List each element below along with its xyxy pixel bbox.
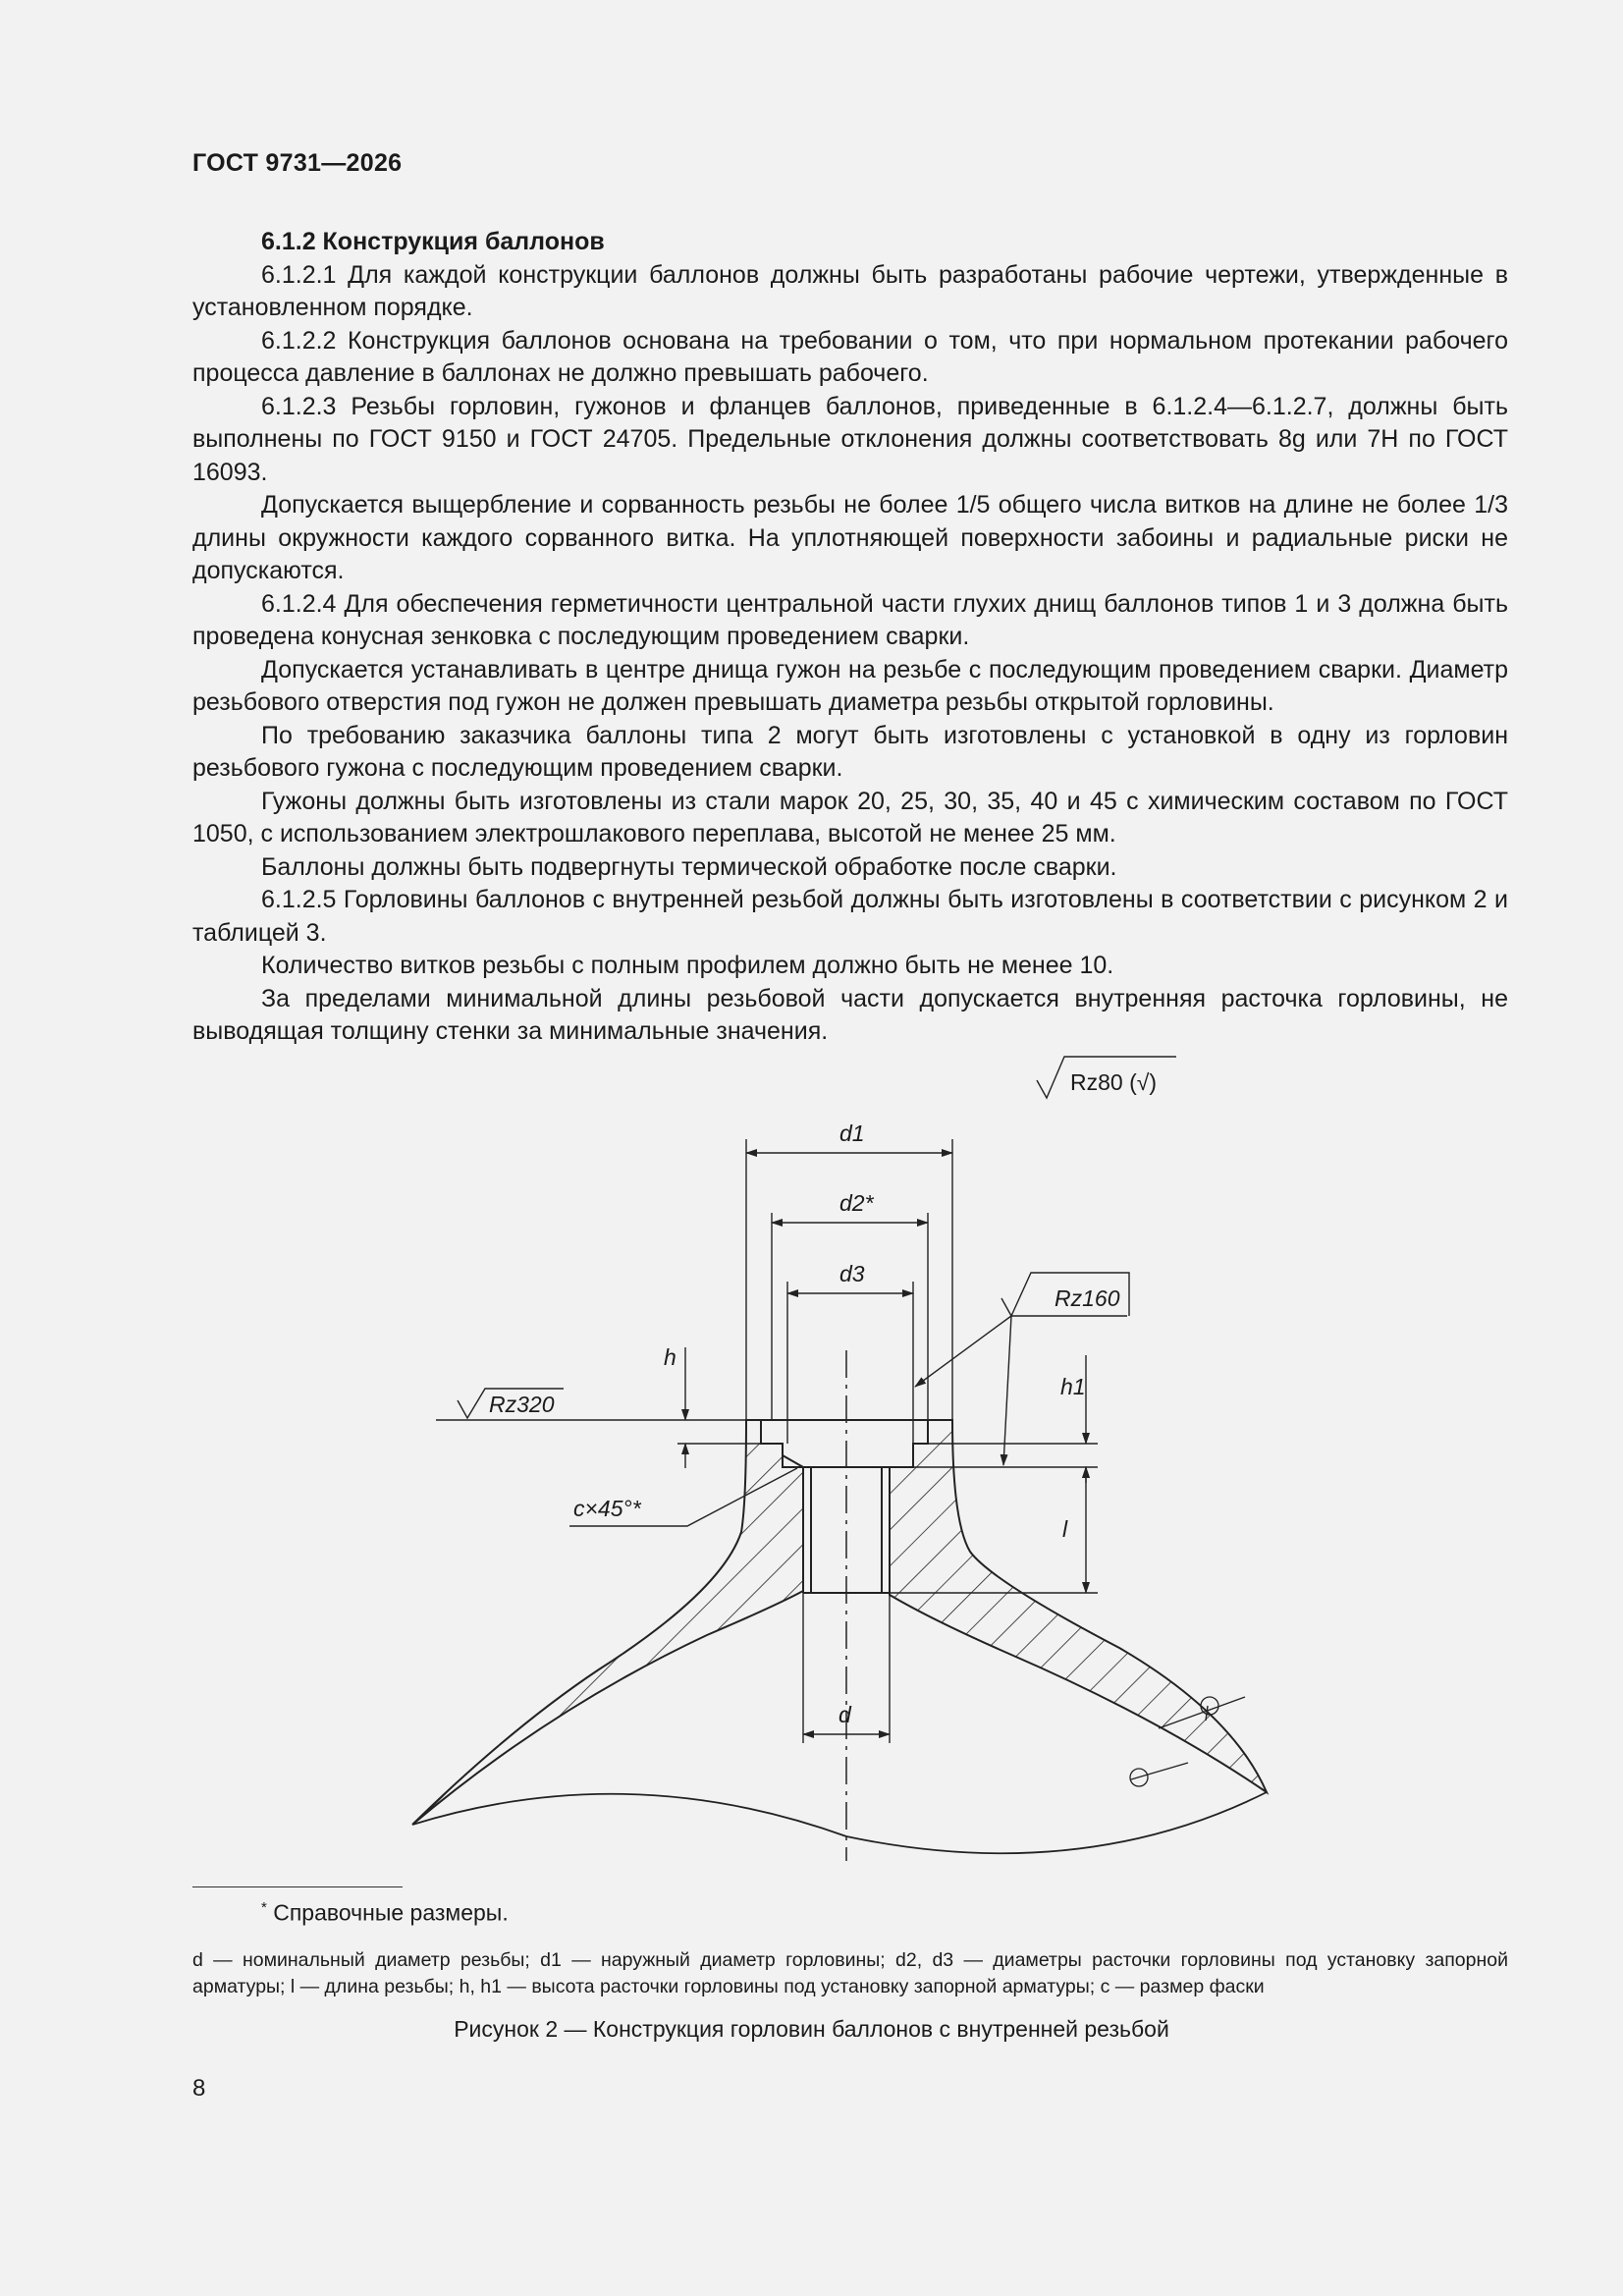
dim-d2-label: d2* bbox=[839, 1190, 874, 1216]
paragraph: Допускается устанавливать в центре днища гужон на резьбе с последующим проведением сварки. Диаметр резьбового отверстия под гужон не должен превышать диаметра резьбы открытой горловины. bbox=[192, 655, 1508, 716]
paragraph: 6.1.2.5 Горловины баллонов с внутренней резьбой должны быть изготовлены в соответствии с рисунком 2 и таблицей 3. bbox=[192, 886, 1508, 947]
document-header: ГОСТ 9731—2026 bbox=[192, 149, 403, 177]
figure-legend: d — номинальный диаметр резьбы; d1 — наружный диаметр горловины; d2, d3 — диаметры расточки горловины под установку запорной арматуры; l — длина резьбы; h, h1 — высота расточки горловины под установку запорной арматуры; c — размер фаски bbox=[192, 1949, 1508, 1997]
dim-h-label: h bbox=[664, 1344, 676, 1370]
roughness-general-label: Rz80 (√) bbox=[1070, 1069, 1158, 1095]
footnote bbox=[261, 1899, 509, 1927]
dim-h1-label: h1 bbox=[1060, 1374, 1086, 1399]
footnote-marker: * bbox=[261, 1899, 267, 1916]
paragraph: 6.1.2.4 Для обеспечения герметичности центральной части глухих днищ баллонов типов 1 и 3 должна быть проведена конусная зенковка с последующим проведением сварки. bbox=[192, 589, 1508, 650]
paragraph: 6.1.2.2 Конструкция баллонов основана на требовании о том, что при нормальном протекании рабочего процесса давление в баллонах не должно превышать рабочего. bbox=[192, 326, 1508, 387]
paragraph: За пределами минимальной длины резьбовой части допускается внутренняя расточка горловины, не выводящая толщину стенки за минимальные значения. bbox=[192, 984, 1508, 1045]
paragraph: Количество витков резьбы с полным профилем должно быть не менее 10. bbox=[261, 952, 1114, 979]
paragraph: По требованию заказчика баллоны типа 2 могут быть изготовлены с установкой в одну из горловин резьбового гужона с последующим проведением сварки. bbox=[192, 721, 1508, 782]
roughness-bore-label: Rz160 bbox=[1055, 1285, 1120, 1311]
figure-caption: Рисунок 2 — Конструкция горловин баллонов с внутренней резьбой bbox=[454, 2016, 1169, 2042]
dim-d-label: d bbox=[839, 1702, 851, 1727]
section-body bbox=[192, 226, 1508, 1049]
footnote-text: Справочные размеры. bbox=[273, 1899, 509, 1926]
footnote-rule bbox=[192, 1886, 403, 1887]
neck-drawing bbox=[0, 1041, 1623, 1905]
paragraph: Допускается выщербление и сорванность резьбы не более 1/5 общего числа витков на длине не более 1/3 длины окружности каждого сорванного витка. На уплотняющей поверхности забоины и радиальные риски не допускаются. bbox=[192, 491, 1508, 584]
extension-lines bbox=[746, 1139, 952, 1444]
chamfer-label: c×45°* bbox=[573, 1496, 641, 1521]
section-heading: 6.1.2 Конструкция баллонов bbox=[261, 228, 605, 255]
paragraph: 6.1.2.1 Для каждой конструкции баллонов должны быть разработаны рабочие чертежи, утвержденные в установленном порядке. bbox=[192, 260, 1508, 321]
roughness-face-label: Rz320 bbox=[489, 1392, 555, 1417]
dim-d1-label: d1 bbox=[839, 1121, 865, 1146]
paragraph: 6.1.2.3 Резьбы горловин, гужонов и фланцев баллонов, приведенные в 6.1.2.4—6.1.2.7, должны быть выполнены по ГОСТ 9150 и ГОСТ 24705. Предельные отклонения должны соответствовать 8g или 7Н по ГОСТ 16093. bbox=[192, 392, 1508, 486]
paragraph: Гужоны должны быть изготовлены из стали марок 20, 25, 30, 35, 40 и 45 с химическим составом по ГОСТ 1050, с использованием электрошлакового переплава, высотой не менее 25 мм. bbox=[192, 787, 1508, 847]
dim-l-label: l bbox=[1062, 1516, 1068, 1542]
dim-d3-label: d3 bbox=[839, 1261, 865, 1286]
page-number: 8 bbox=[192, 2075, 206, 2102]
paragraph: Баллоны должны быть подвергнуты термической обработке после сварки. bbox=[261, 852, 1117, 881]
left-wall-section bbox=[412, 1420, 803, 1825]
right-wall-section bbox=[890, 1420, 1267, 1792]
inner-contour bbox=[412, 1792, 1267, 1853]
